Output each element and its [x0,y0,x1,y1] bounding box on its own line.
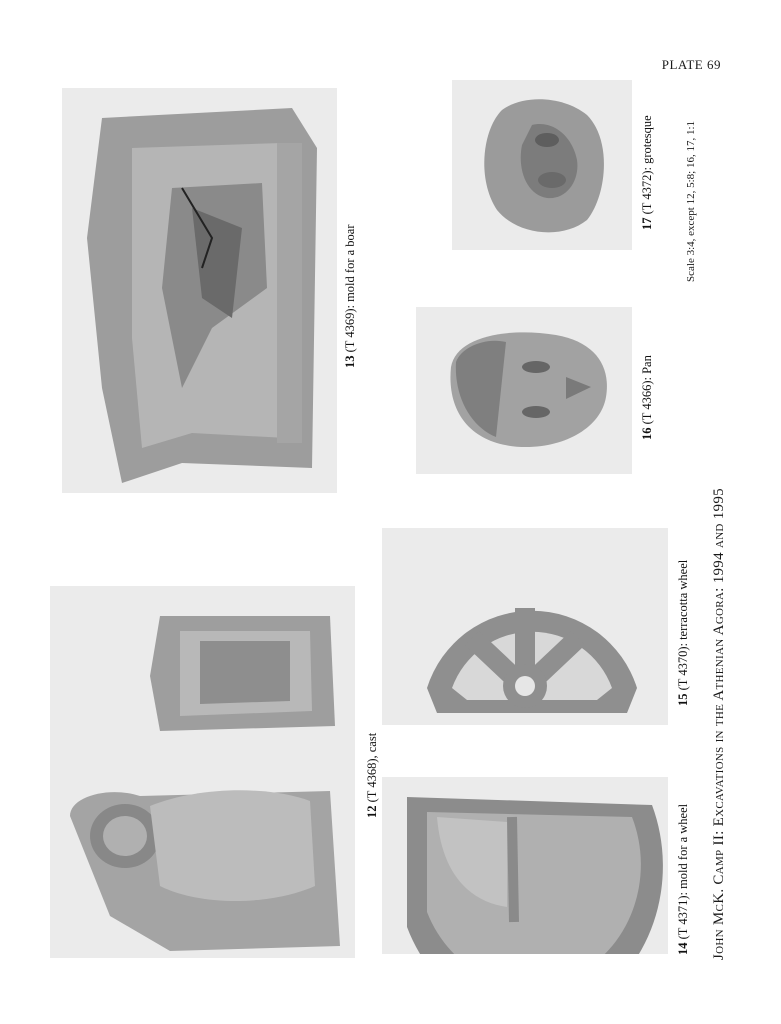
plate-label: PLATE 69 [661,57,721,72]
photo-14-wheel-mold [382,777,668,954]
photo-16-pan [416,307,632,474]
caption-13: 13 (T 4369): mold for a boar [343,224,357,368]
caption-17: 17 (T 4372): grotesque [640,115,654,230]
photo-12-cast [50,586,355,958]
caption-14: 14 (T 4371): mold for a wheel [676,803,690,955]
scale-note: Scale 3:4, except 12, 5:8; 16, 17, 1:1 [685,121,697,282]
running-head: John McK. Camp II: Excavations in the Athenian Agora: 1994 and 1995 [711,488,727,960]
caption-12: 12 (T 4368), cast [365,732,379,818]
photo-15-terracotta-wheel [382,528,668,725]
caption-16: 16 (T 4366): Pan [640,355,654,440]
caption-15: 15 (T 4370): terracotta wheel [676,559,690,706]
photo-13-boar-mold [62,88,337,493]
photo-17-grotesque [452,80,632,250]
